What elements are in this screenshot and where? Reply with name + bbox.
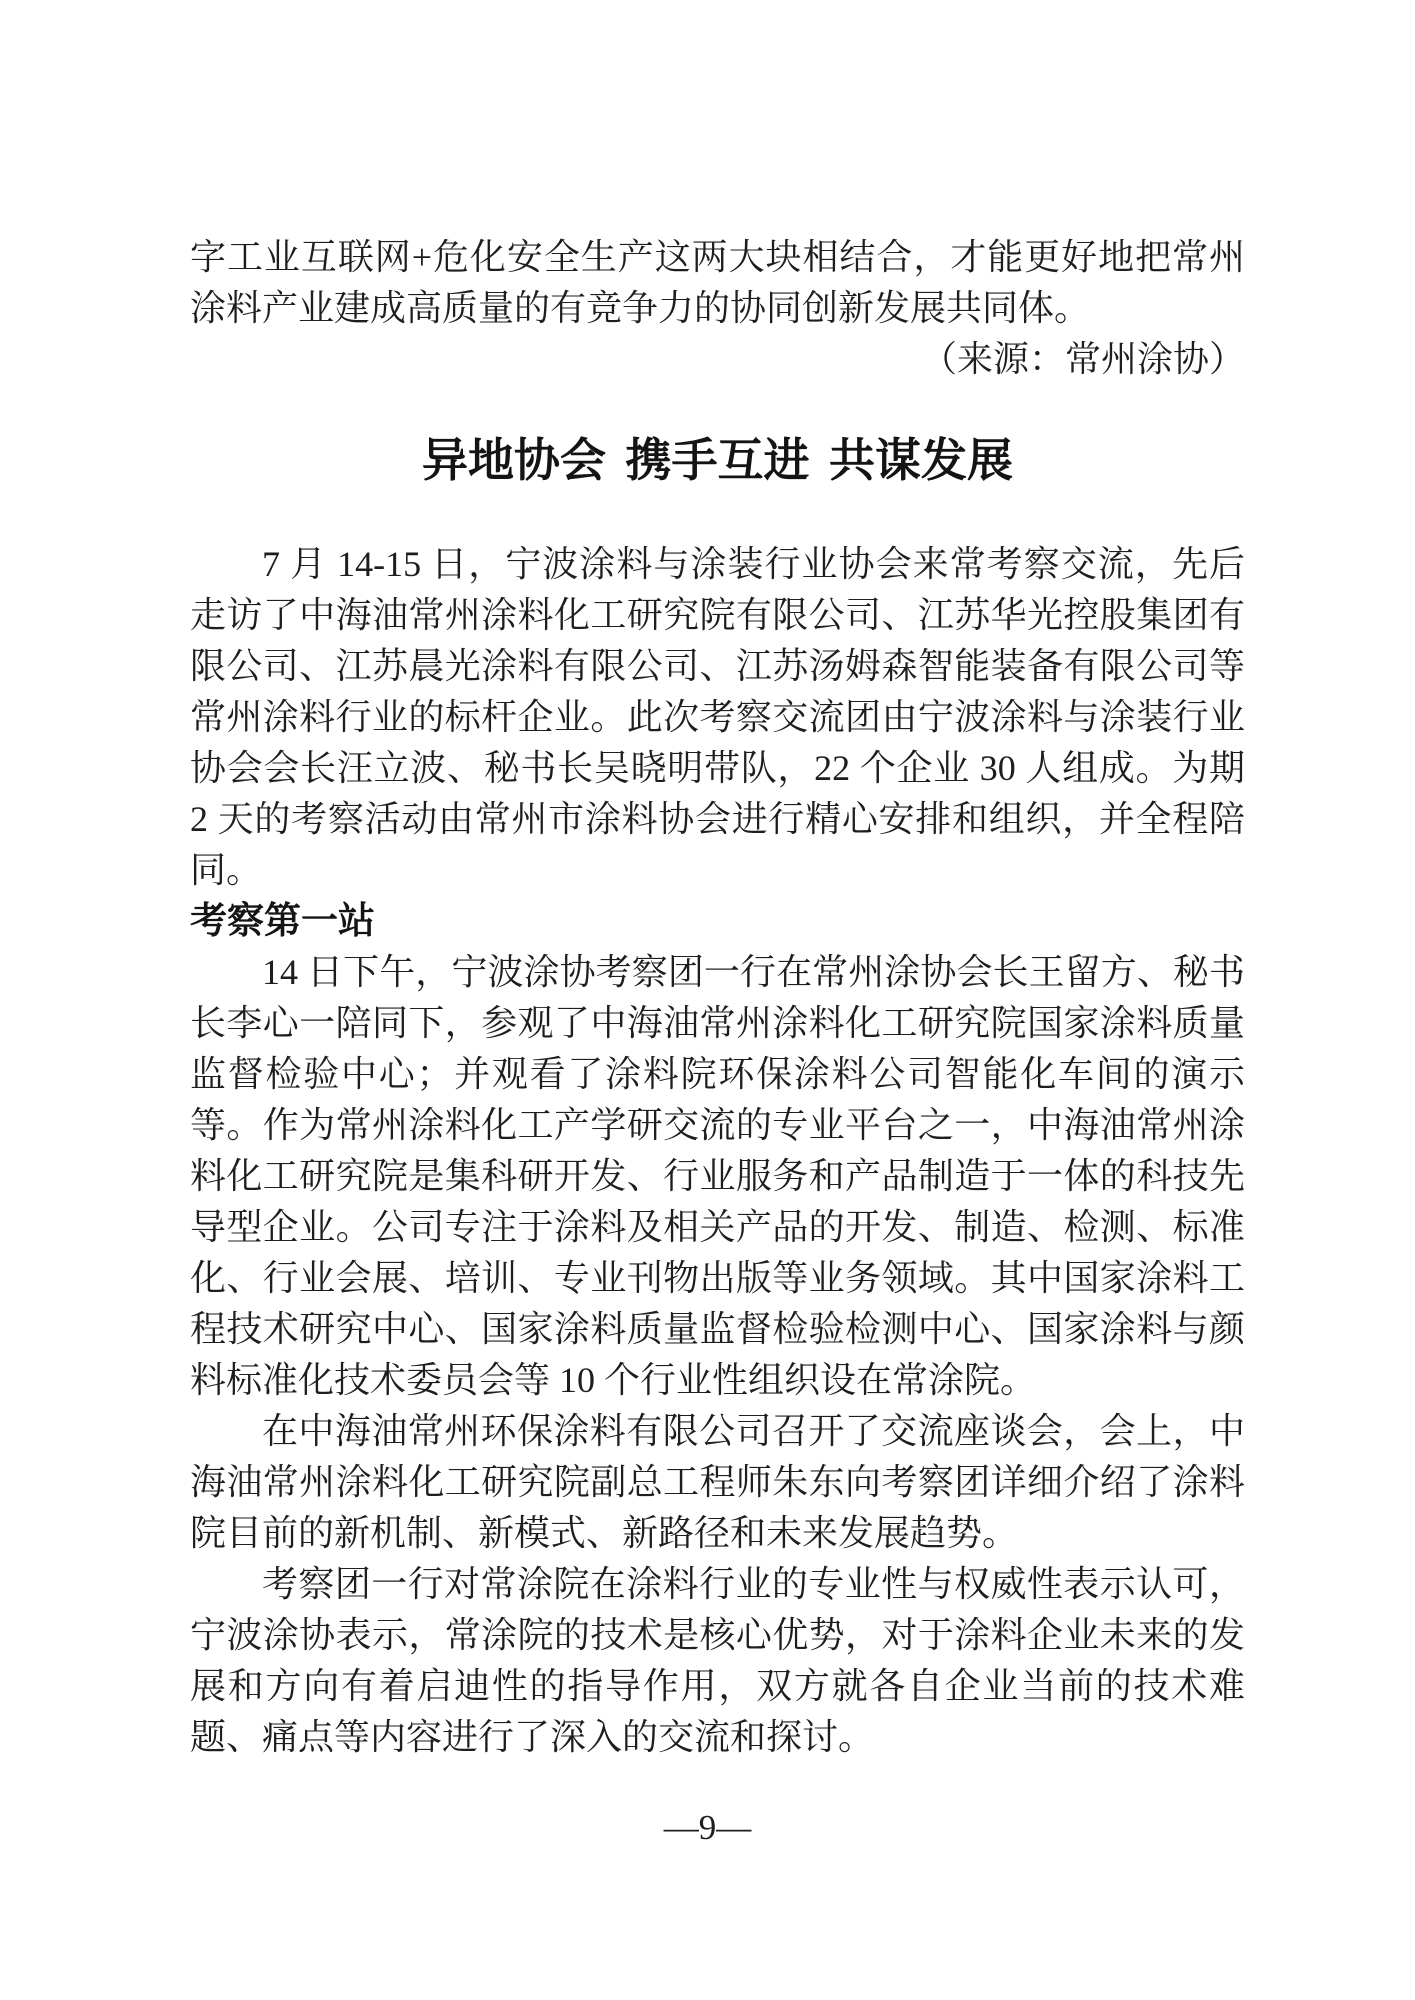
article-paragraph-4: 考察团一行对常涂院在涂料行业的专业性与权威性表示认可，宁波涂协表示，常涂院的技术是核心优势，对于涂料企业未来的发展和方向有着启迪性的指导作用，双方就各自企业当前的技术难题、痛点等内容进行了深入的交流和探讨。	[190, 1564, 1245, 1757]
article-paragraph-1: 7 月 14-15 日，宁波涂料与涂装行业协会来常考察交流，先后走访了中海油常州涂料化工研究院有限公司、江苏华光控股集团有限公司、江苏晨光涂料有限公司、江苏汤姆森智能装备有限公司等常州涂料行业的标杆企业。此次考察交流团由宁波涂料与涂装行业协会会长汪立波、秘书长吴晓明带队，22 个企业 30 人组成。为期 2 天的考察活动由常州市涂料协会进行精心安排和组织，并全程陪同。	[190, 544, 1245, 890]
article-paragraph-3: 在中海油常州环保涂料有限公司召开了交流座谈会，会上，中海油常州涂料化工研究院副总工程师朱东向考察团详细介绍了涂料院目前的新机制、新模式、新路径和未来发展趋势。	[190, 1411, 1245, 1553]
continuation-paragraph: 字工业互联网+危化安全生产这两大块相结合，才能更好地把常州涂料产业建成高质量的有竞争力的协同创新发展共同体。	[190, 237, 1245, 328]
source-attribution: （来源：常州涂协）	[920, 339, 1245, 379]
page-number: —9—	[663, 1808, 752, 1847]
article-title: 异地协会 携手互进 共谋发展	[422, 435, 1013, 486]
subheading-inspection-stop-1: 考察第一站	[190, 901, 375, 942]
article-paragraph-2: 14 日下午，宁波涂协考察团一行在常州涂协会长王留方、秘书长李心一陪同下，参观了中海油常州涂料化工研究院国家涂料质量监督检验中心；并观看了涂料院环保涂料公司智能化车间的演示等。作为常州涂料化工产学研交流的专业平台之一，中海油常州涂料化工研究院是集科研开发、行业服务和产品制造于一体的科技先导型企业。公司专注于涂料及相关产品的开发、制造、检测、标准化、行业会展、培训、专业刊物出版等业务领域。其中国家涂料工程技术研究中心、国家涂料质量监督检验检测中心、国家涂料与颜料标准化技术委员会等 10 个行业性组织设在常涂院。	[190, 952, 1245, 1400]
